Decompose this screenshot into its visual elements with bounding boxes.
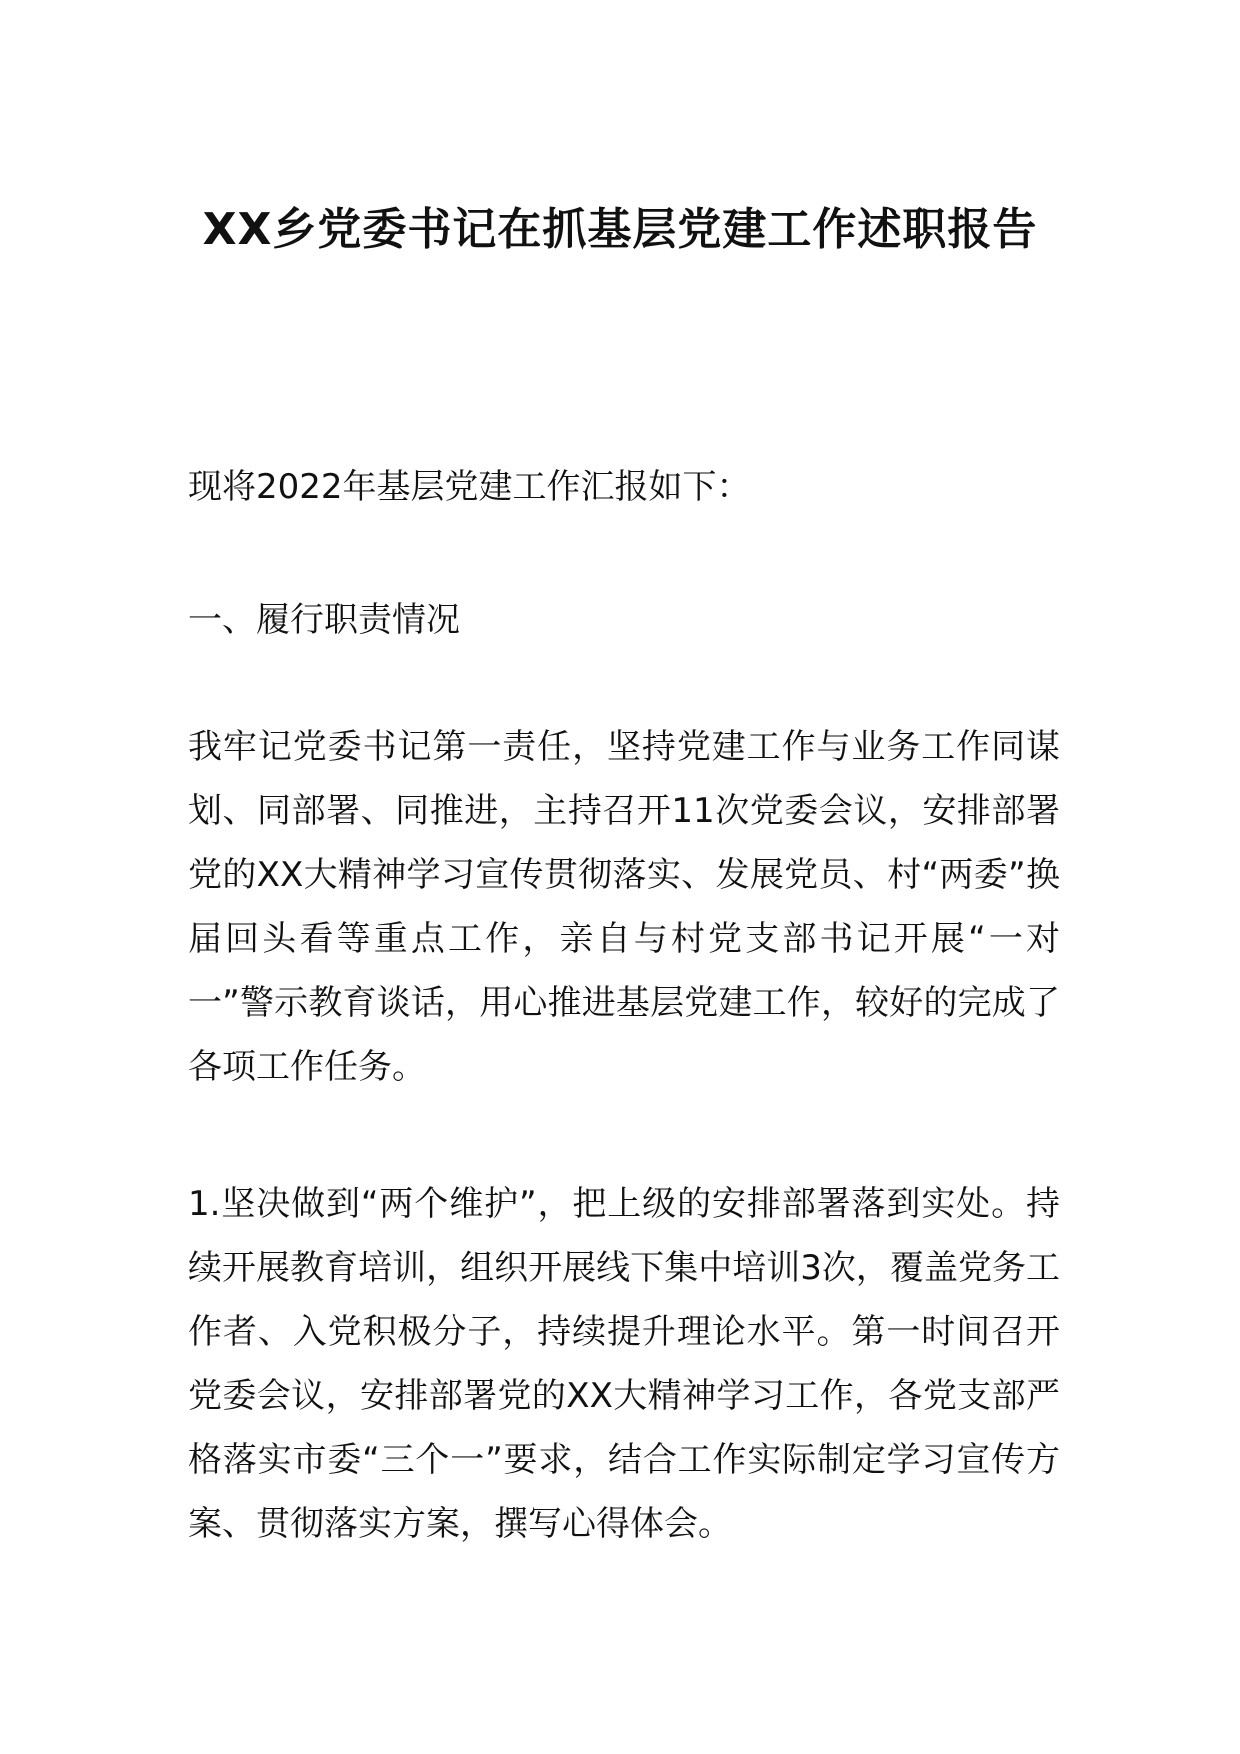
body-paragraph: 1.坚决做到“两个维护”，把上级的安排部署落到实处。持续开展教育培训，组织开展线下集中培训3次，覆盖党务工作者、入党积极分子，持续提升理论水平。第一时间召开党委会议，安排部署党的XX大精神学习工作，各党支部严格落实市委“三个一”要求，结合工作实际制定学习宣传方案、贯彻落实方案，撰写心得体会。 bbox=[188, 1184, 1060, 1544]
section-heading: 一、履行职责情况 bbox=[188, 600, 460, 640]
body-paragraph: 我牢记党委书记第一责任，坚持党建工作与业务工作同谋划、同部署、同推进，主持召开11次党委会议，安排部署党的XX大精神学习宣传贯彻落实、发展党员、村“两委”换届回头看等重点工作，亲自与村党支部书记开展“一对一”警示教育谈话，用心推进基层党建工作，较好的完成了各项工作任务。 bbox=[188, 727, 1060, 1087]
intro-paragraph: 现将2022年基层党建工作汇报如下： bbox=[188, 467, 751, 507]
document-title: XX乡党委书记在抓基层党建工作述职报告 bbox=[202, 204, 1038, 255]
